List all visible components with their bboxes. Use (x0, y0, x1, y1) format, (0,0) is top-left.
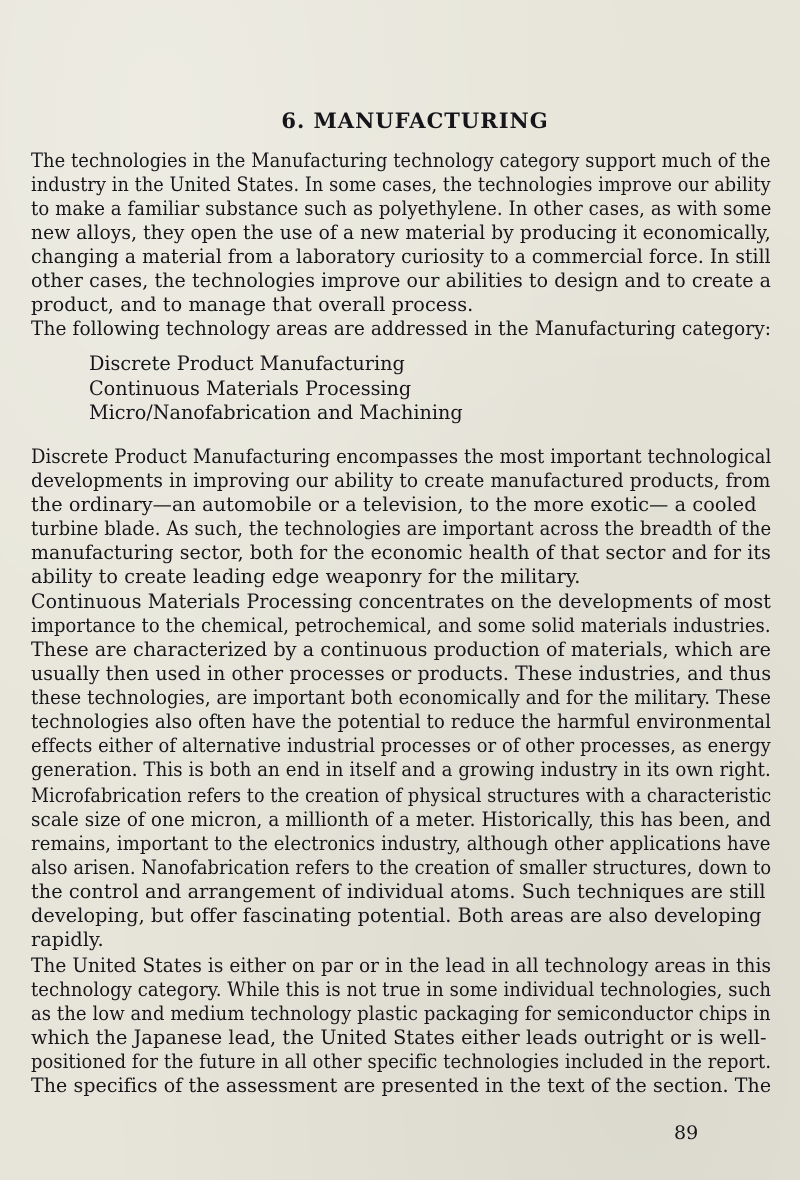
text-line: developing, but offer fascinating potential. Both areas are also developing (31, 904, 762, 927)
text-line: The specifics of the assessment are presented in the text of the section. The (31, 1074, 772, 1097)
list-item: Continuous Materials Processing (89, 376, 412, 400)
text-line: industry in the United States. In some cases, the technologies improve our ability (31, 173, 771, 196)
text-line: these technologies, are important both economically and for the military. These (31, 686, 771, 709)
text-line: changing a material from a laboratory curiosity to a commercial force. In still (31, 245, 771, 268)
text-line: Continuous Materials Processing concentrates on the developments of most (31, 590, 771, 613)
section-title: 6. MANUFACTURING (281, 108, 549, 133)
text-line: The technologies in the Manufacturing technology category support much of the (31, 149, 771, 172)
text-line: scale size of one micron, a millionth of a meter. Historically, this has been, and (31, 808, 772, 831)
text-line: Microfabrication refers to the creation of physical structures with a characteristic (31, 784, 772, 807)
assessment-paragraph (31, 954, 771, 1098)
text-line: turbine blade. As such, the technologies are important across the breadth of the (31, 517, 772, 540)
intro-paragraph (31, 149, 771, 317)
text-line: generation. This is both an end in itself and a growing industry in its own right. (31, 758, 771, 781)
text-line: Discrete Product Manufacturing encompasses the most important technological (31, 445, 772, 468)
text-line: manufacturing sector, both for the economic health of that sector and for its (31, 541, 771, 564)
text-line: developments in improving our ability to create manufactured products, from (31, 469, 771, 492)
text-line: The United States is either on par or in the lead in all technology areas in this (31, 954, 772, 977)
text-line: ability to create leading edge weaponry for the military. (31, 565, 581, 588)
text-line: the ordinary—an automobile or a television, to the more exotic— a cooled (31, 493, 757, 516)
text-line: The following technology areas are addressed in the Manufacturing category: (31, 317, 772, 340)
text-line: technology category. While this is not true in some individual technologies, such (31, 978, 772, 1001)
areas-intro-paragraph (31, 317, 771, 341)
microfabrication-paragraph (31, 784, 771, 952)
text-line: technologies also often have the potential to reduce the harmful environmental (31, 710, 772, 733)
text-line: which the Japanese lead, the United States either leads outright or is well- (31, 1026, 767, 1049)
text-line: the control and arrangement of individual atoms. Such techniques are still (31, 880, 766, 903)
list-item: Micro/Nanofabrication and Machining (89, 401, 463, 424)
text-line: effects either of alternative industrial processes or of other processes, as energy (31, 734, 771, 757)
text-line: new alloys, they open the use of a new material by producing it economically, (31, 221, 771, 244)
list-item: Discrete Product Manufacturing (89, 352, 405, 375)
text-line: importance to the chemical, petrochemical, and some solid materials industries. (31, 614, 771, 637)
text-line: product, and to manage that overall process. (31, 293, 474, 316)
text-line: remains, important to the electronics industry, although other applications have (31, 832, 771, 855)
text-line: positioned for the future in all other specific technologies included in the report. (31, 1050, 772, 1073)
text-line: also arisen. Nanofabrication refers to the creation of smaller structures, down to (31, 856, 772, 879)
text-line: as the low and medium technology plastic packaging for semiconductor chips in (31, 1002, 771, 1025)
discrete-manufacturing-paragraph (31, 445, 771, 589)
technology-areas-list (89, 352, 463, 426)
text-line: to make a familiar substance such as polyethylene. In other cases, as with some (31, 197, 772, 220)
text-line: rapidly. (31, 928, 104, 951)
text-line: These are characterized by a continuous production of materials, which are (31, 638, 771, 661)
text-line: other cases, the technologies improve our abilities to design and to create a (31, 269, 772, 292)
text-line: usually then used in other processes or products. These industries, and thus (31, 662, 772, 685)
page-number: 89 (674, 1122, 699, 1144)
continuous-processing-paragraph (31, 590, 771, 782)
